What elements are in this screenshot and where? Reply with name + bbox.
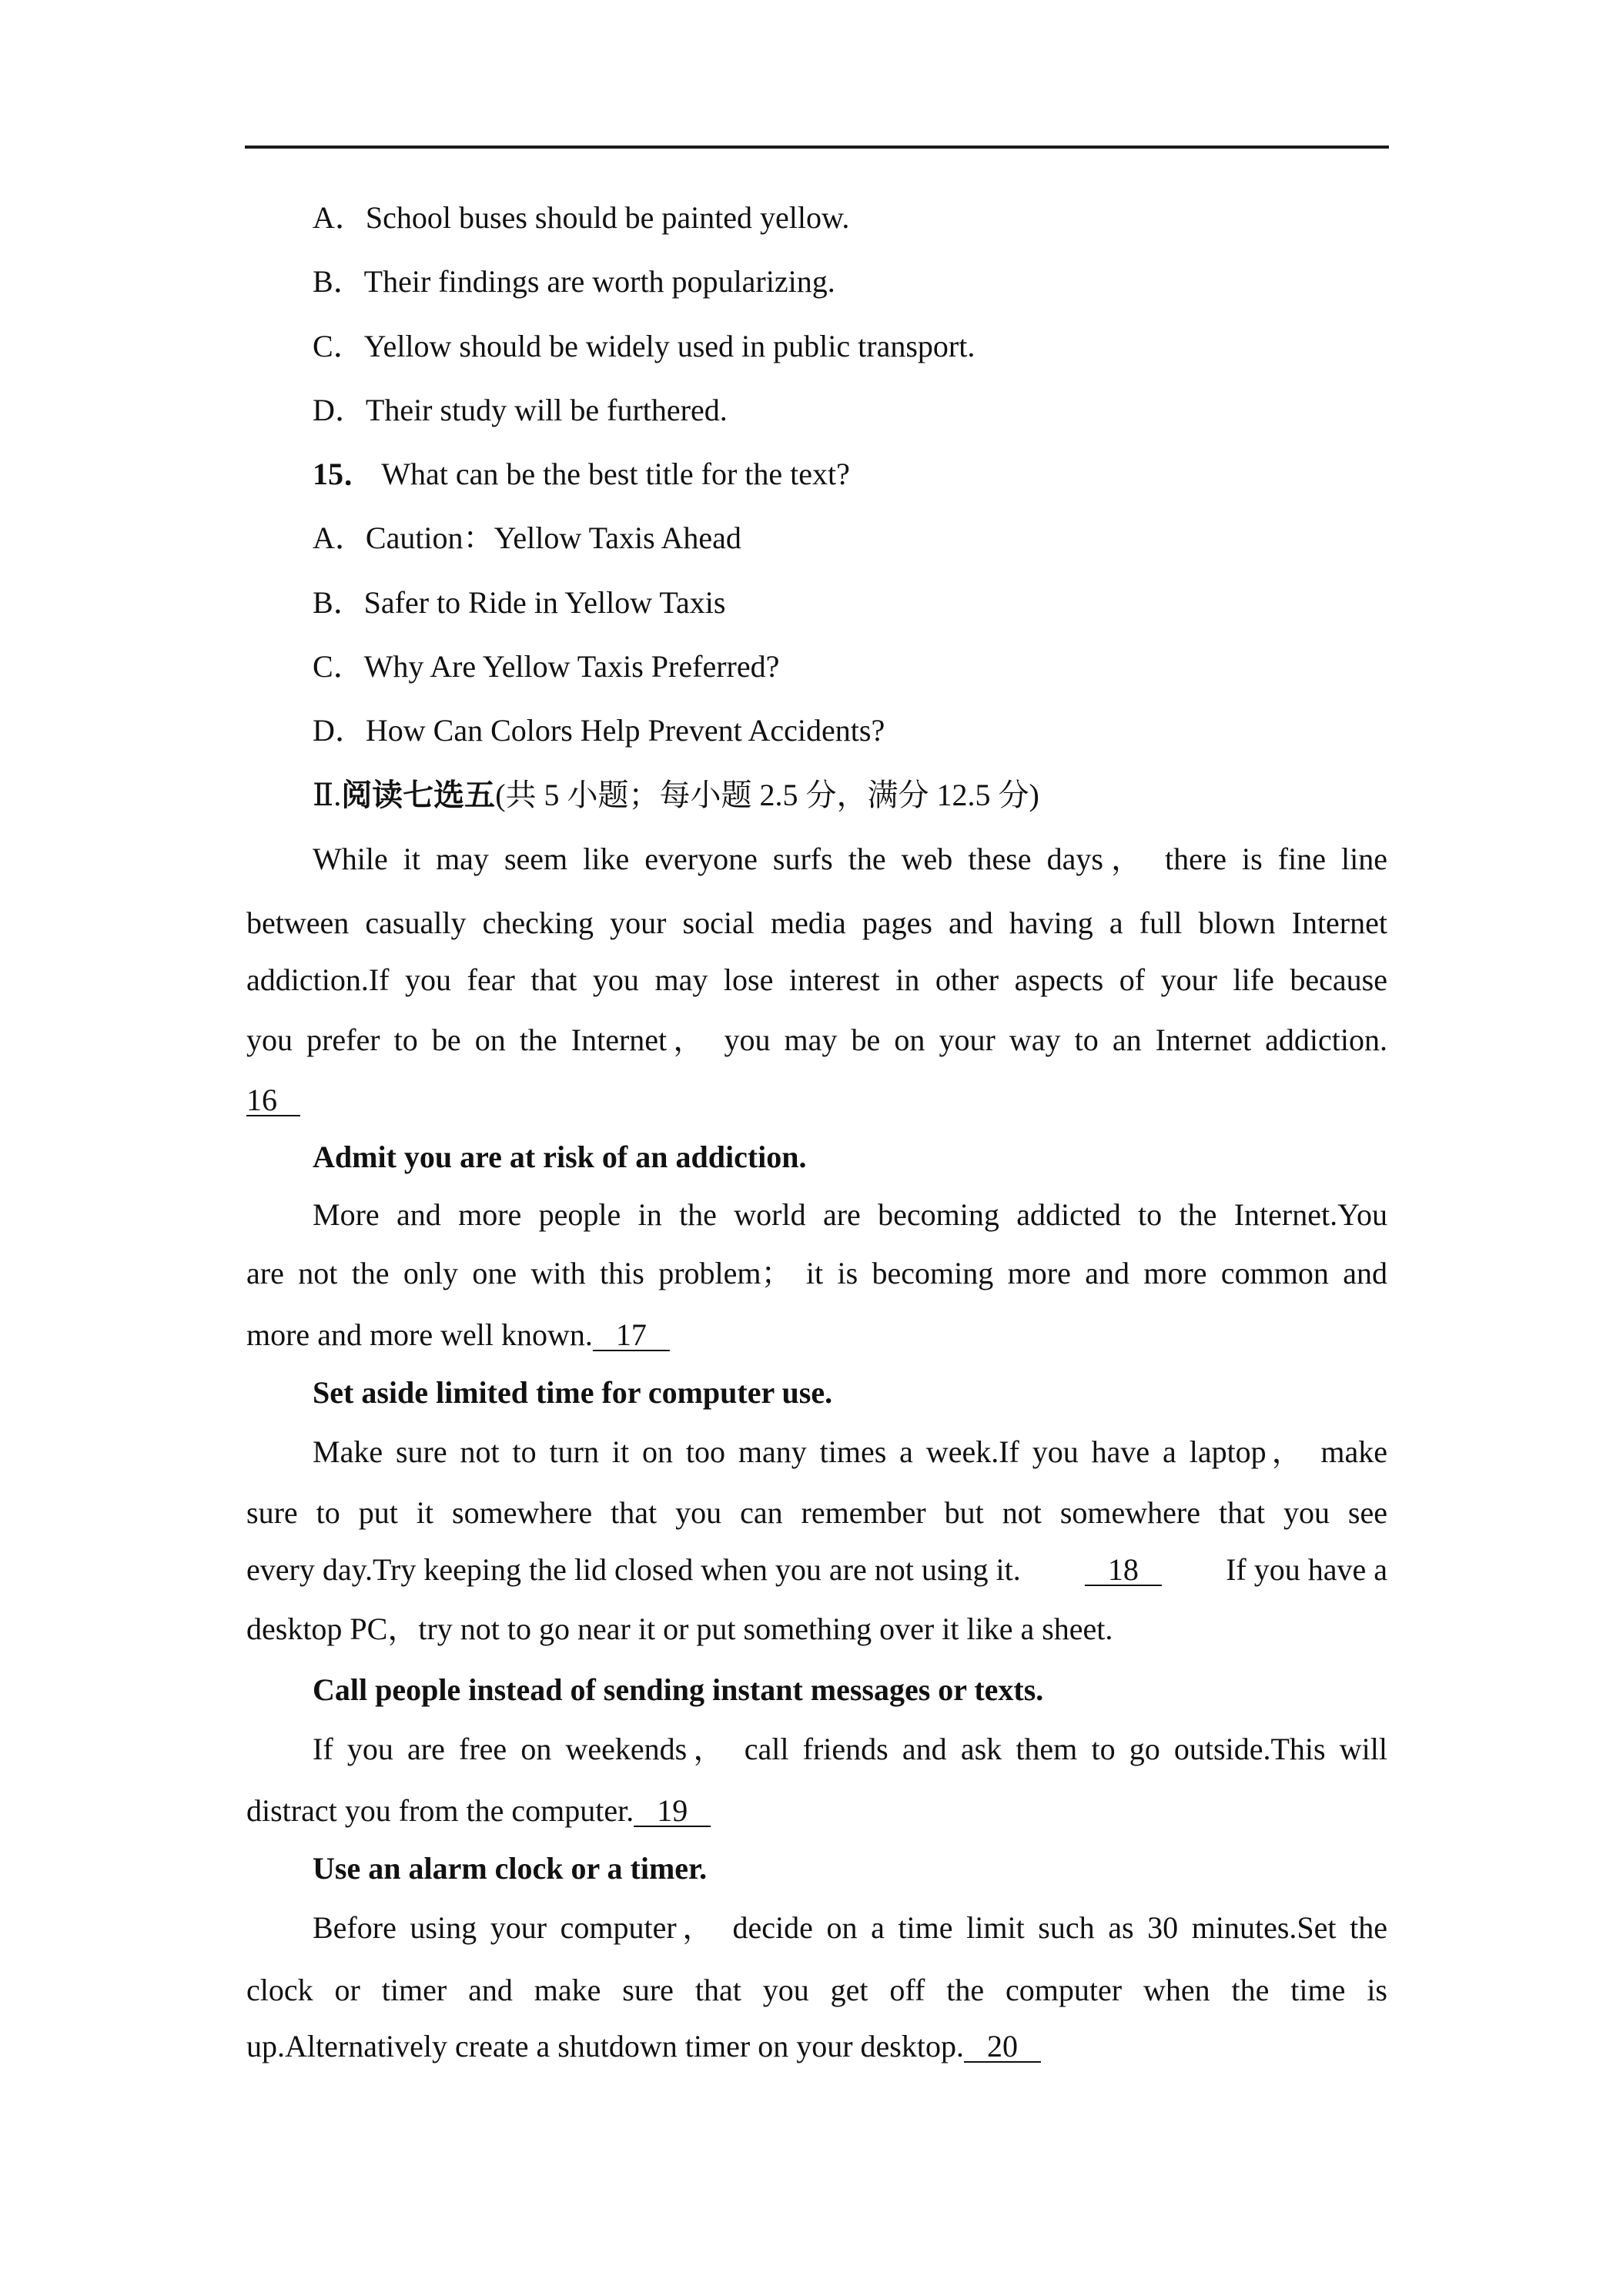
- subheading-call-people: Call people instead of sending instant messages or texts.: [313, 1672, 1044, 1707]
- passage-line-with-blank-19: distract you from the computer. 19: [246, 1793, 711, 1828]
- passage-line-with-blank-18: every day.Try keeping the lid closed when you are not using it. 18 If you have a: [246, 1552, 1387, 1587]
- passage-line: If you are free on weekends， call friends and ask them to go outside.This will: [313, 1732, 1387, 1766]
- subheading-alarm-clock: Use an alarm clock or a timer.: [313, 1851, 708, 1886]
- section-note: (共 5 小题；每小题 2.5 分，满分 12.5 分): [495, 778, 1039, 812]
- passage-line: While it may seem like everyone surfs the web these days， there is fine line: [313, 842, 1387, 876]
- blank-17: 17: [592, 1317, 670, 1352]
- passage-line: Before using your computer， decide on a time limit such as 30 minutes.Set the: [313, 1910, 1387, 1945]
- passage-line: clock or timer and make sure that you get off the computer when the time is: [246, 1973, 1387, 2007]
- blank-19: 19: [634, 1793, 711, 1828]
- passage-line: sure to put it somewhere that you can remember but not somewhere that you see: [246, 1495, 1387, 1530]
- q15-option-b: B．Safer to Ride in Yellow Taxis: [313, 585, 726, 620]
- blank-20: 20: [963, 2029, 1041, 2063]
- q15-option-a: A．Caution：Yellow Taxis Ahead: [313, 520, 741, 555]
- header-rule: [245, 146, 1389, 149]
- q15-option-d: D．How Can Colors Help Prevent Accidents?: [313, 713, 885, 748]
- section-roman: Ⅱ.: [313, 778, 342, 812]
- subheading-admit-risk: Admit you are at risk of an addiction.: [313, 1140, 807, 1174]
- option-b: B．Their findings are worth popularizing.: [313, 264, 835, 299]
- q15-option-c: C．Why Are Yellow Taxis Preferred?: [313, 649, 780, 684]
- section-title: 阅读七选五: [341, 778, 496, 812]
- question-15: [313, 456, 850, 493]
- passage-line: between casually checking your social media pages and having a full blown Internet: [246, 905, 1387, 940]
- passage-line: Make sure not to turn it on too many times a week.If you have a laptop， make: [313, 1434, 1387, 1469]
- passage-line-with-blank-17: more and more well known. 17: [246, 1317, 670, 1352]
- blank-16: 16: [246, 1083, 300, 1117]
- subheading-limited-time: Set aside limited time for computer use.: [313, 1375, 833, 1410]
- passage-line-with-blank-20: up.Alternatively create a shutdown timer on your desktop. 20: [246, 2029, 1041, 2063]
- blank-18: 18: [1084, 1552, 1162, 1587]
- option-a: A．School buses should be painted yellow.: [313, 200, 850, 235]
- question-number: 15．: [313, 457, 374, 491]
- passage-line: are not the only one with this problem； it is becoming more and more common and: [246, 1256, 1387, 1290]
- option-d: D．Their study will be furthered.: [313, 393, 728, 427]
- section-heading: [313, 777, 1039, 814]
- passage-line: More and more people in the world are becoming addicted to the Internet.You: [313, 1197, 1387, 1232]
- option-c: C．Yellow should be widely used in public transport.: [313, 329, 975, 363]
- passage-line: addiction.If you fear that you may lose interest in other aspects of your life because: [246, 962, 1387, 997]
- passage-line: desktop PC，try not to go near it or put something over it like a sheet.: [246, 1612, 1113, 1646]
- passage-line: you prefer to be on the Internet， you may be on your way to an Internet addiction.: [246, 1022, 1387, 1057]
- question-text: What can be the best title for the text?: [374, 457, 850, 491]
